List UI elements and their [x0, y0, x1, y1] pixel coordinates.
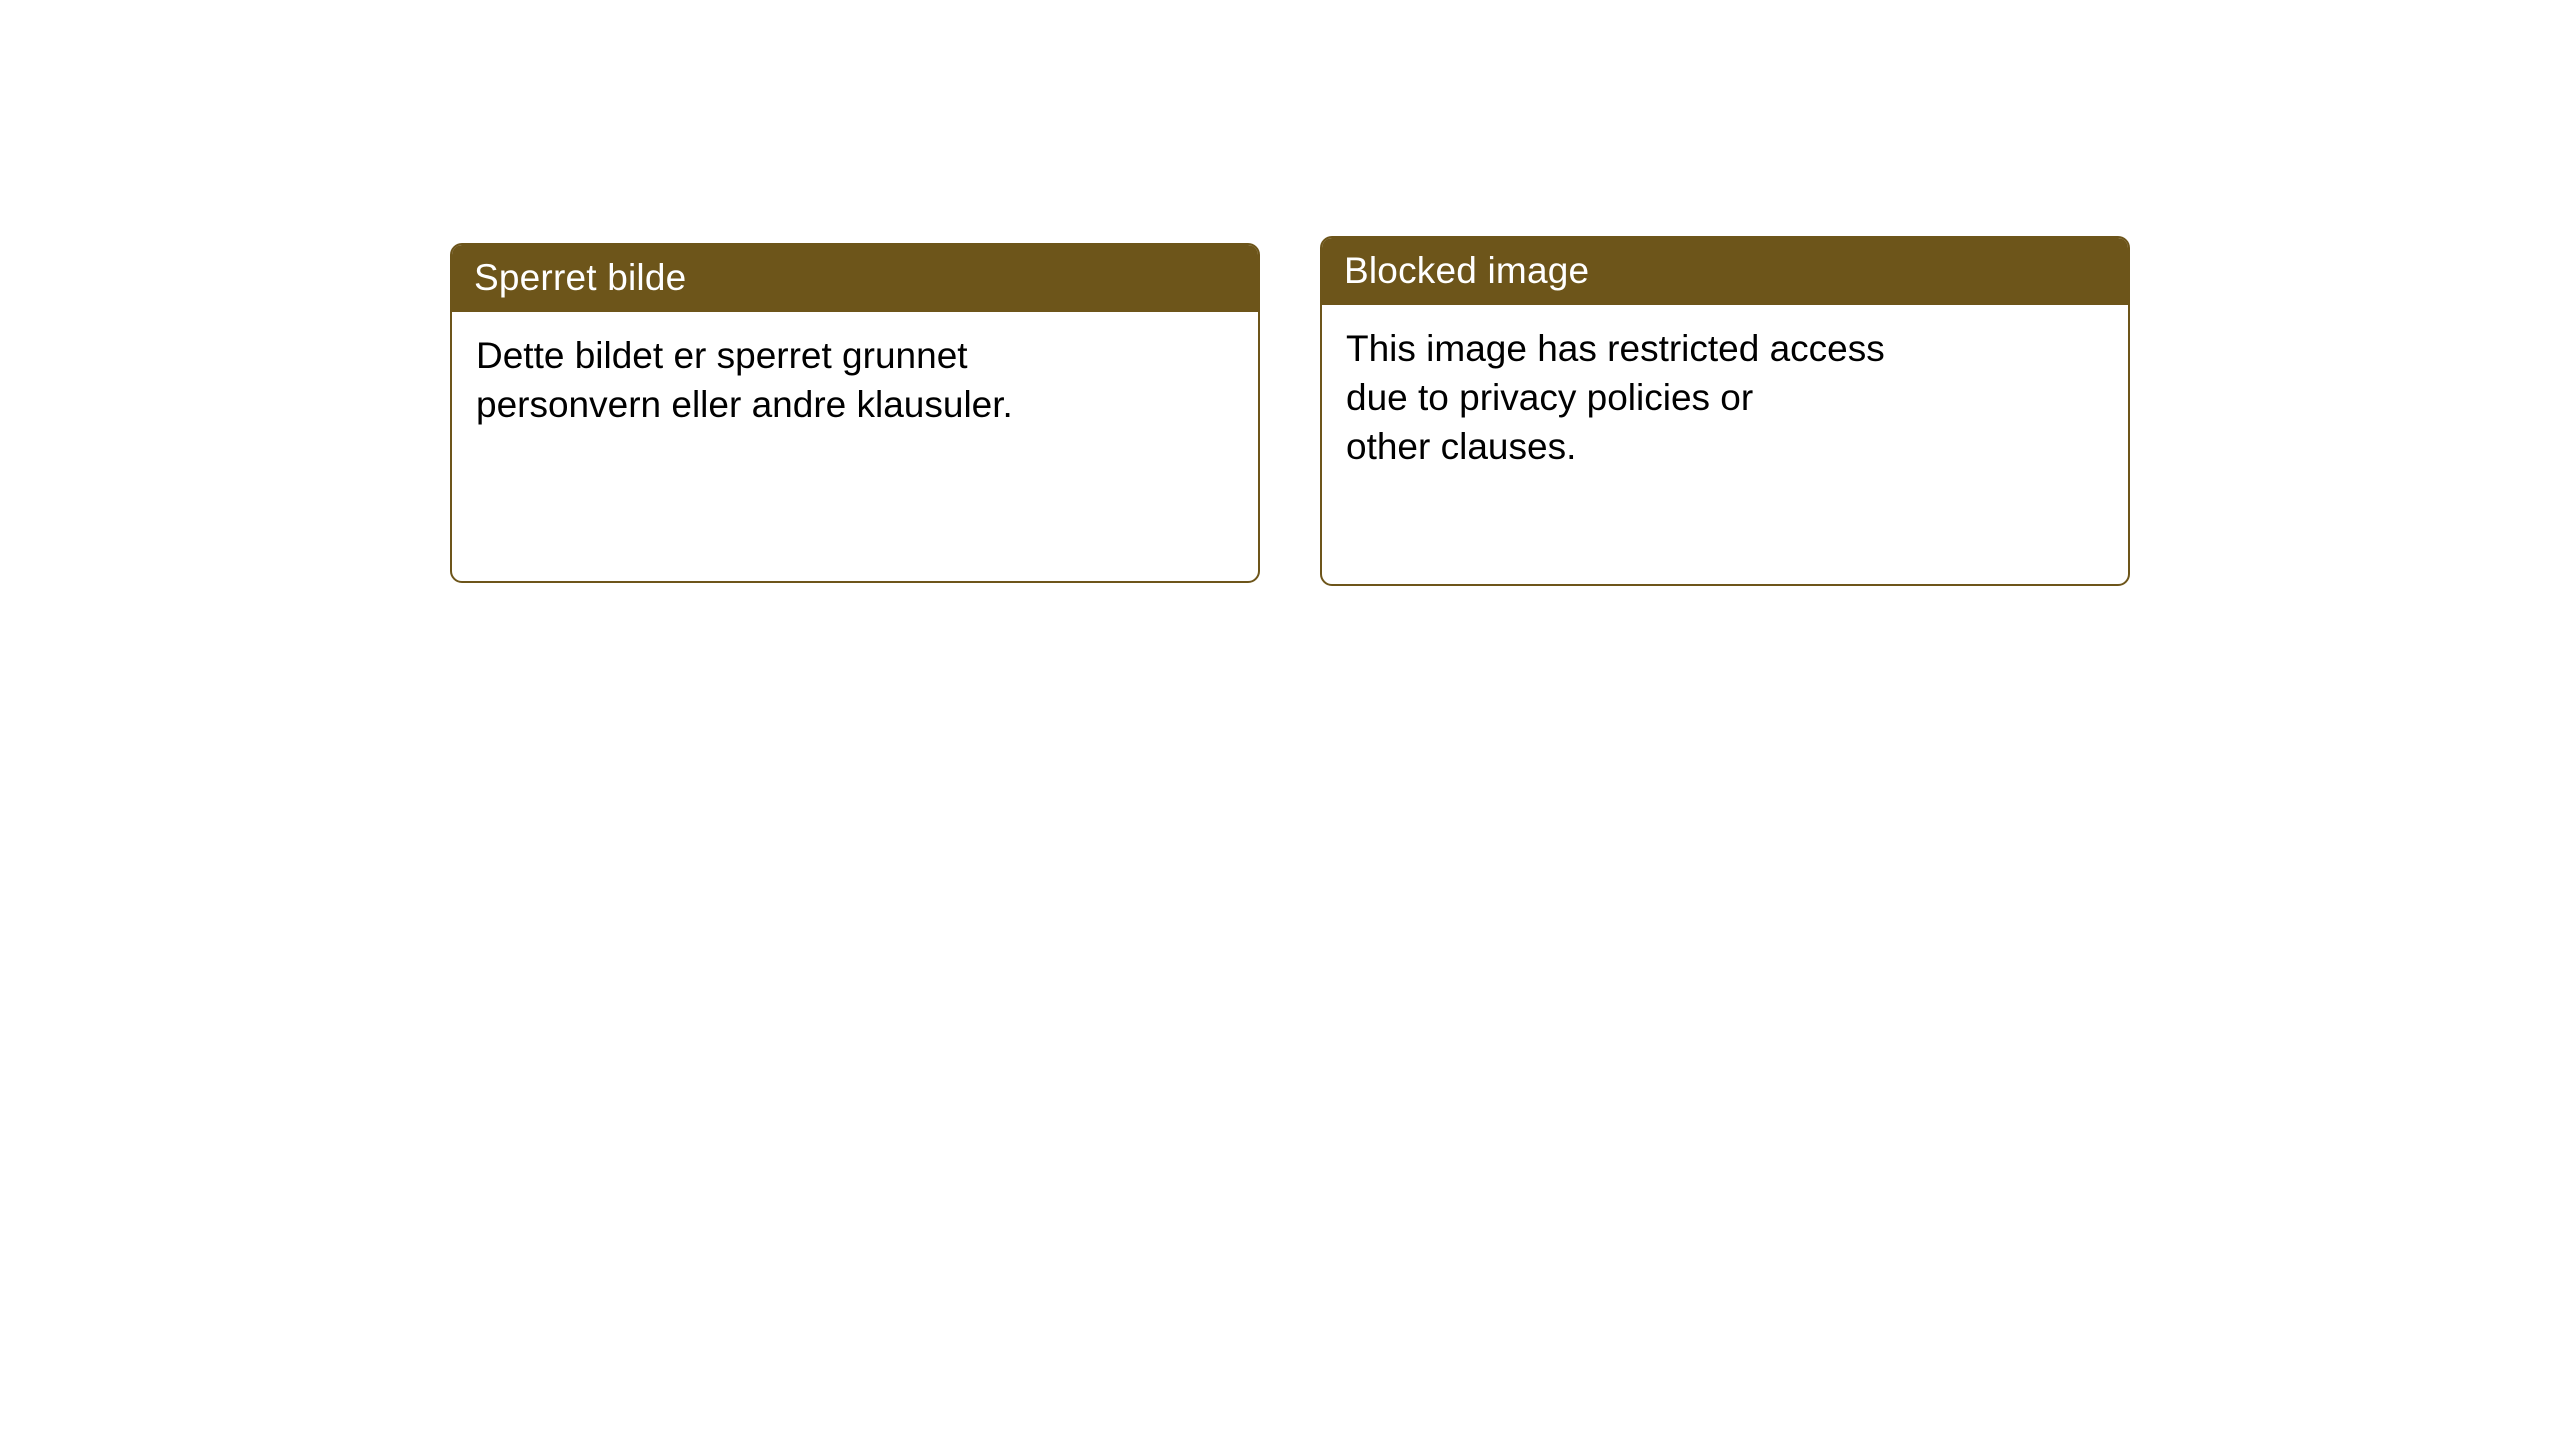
- notice-title-en: Blocked image: [1322, 238, 2128, 305]
- notice-title-no: Sperret bilde: [452, 245, 1258, 312]
- notice-body-text-en: This image has restricted access due to privacy policies or other clauses.: [1346, 328, 1885, 467]
- notice-body-text-no: Dette bildet er sperret grunnet personvern eller andre klausuler.: [476, 335, 1013, 425]
- blocked-image-notice-no: [450, 243, 1260, 583]
- notice-body-en: [1322, 305, 2128, 493]
- blocked-image-notice-en: [1320, 236, 2130, 586]
- notice-body-no: [452, 312, 1258, 452]
